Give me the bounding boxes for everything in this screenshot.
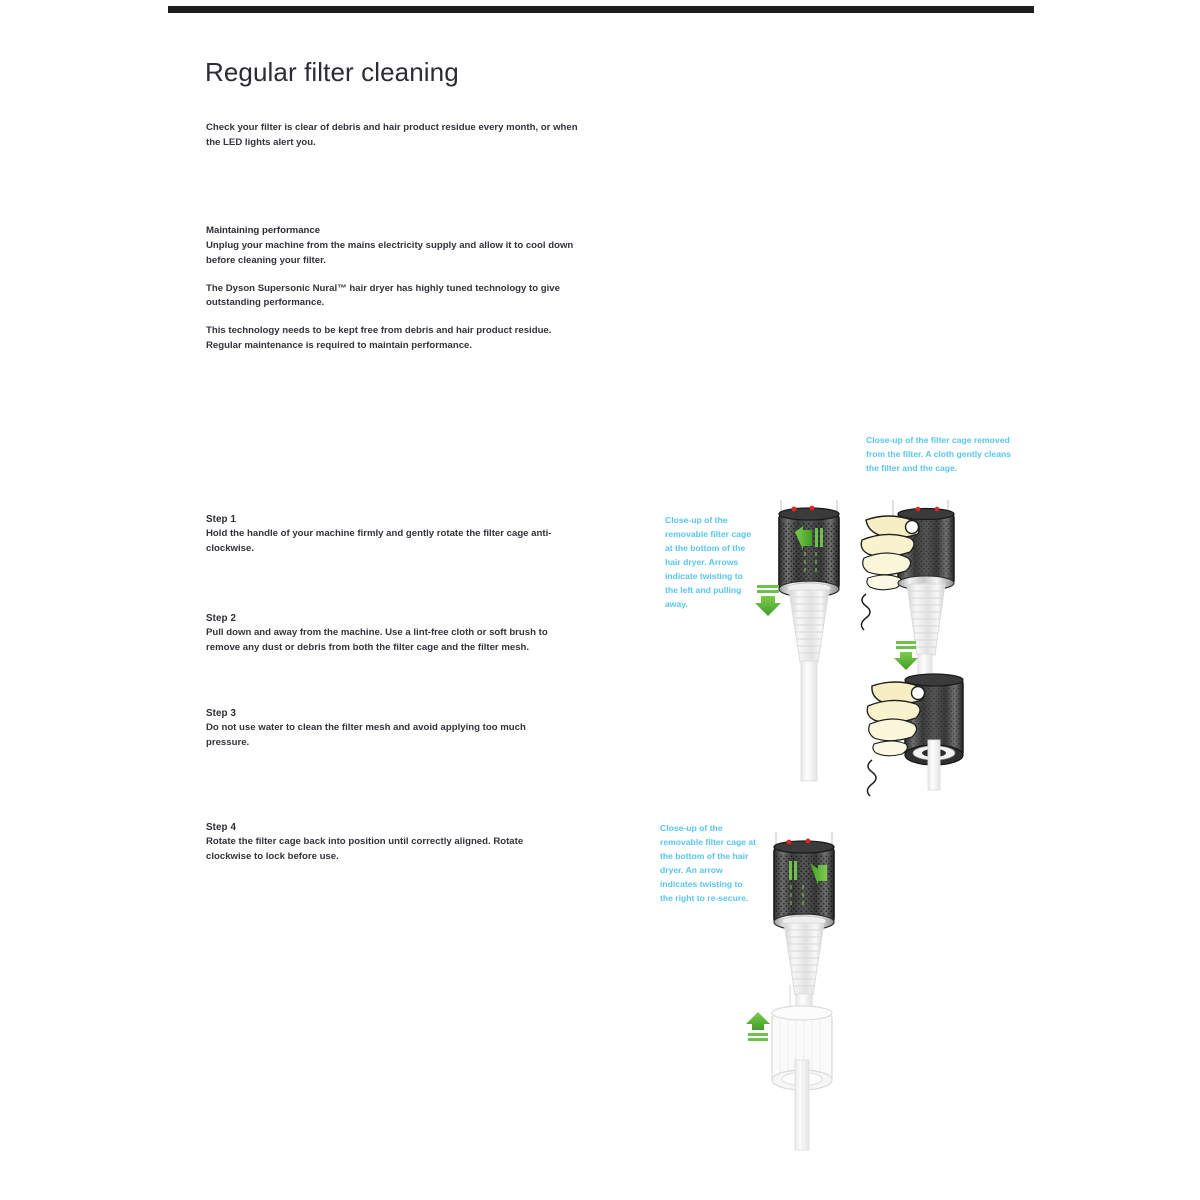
illustration-hand-pulling-cage-away bbox=[861, 500, 954, 676]
step-1-text: Hold the handle of your machine firmly and gently rotate the filter cage anti-clockwise. bbox=[206, 528, 552, 555]
illustration-hand-cleaning-cage-with-cloth bbox=[867, 674, 963, 796]
maintaining-performance-paragraph-3: This technology needs to be kept free from debris and hair product residue. Regular maintenance is required to maintain performance. bbox=[206, 325, 552, 352]
alignment-indicator-dots bbox=[792, 506, 815, 512]
page-title: Regular filter cleaning bbox=[205, 57, 459, 88]
up-push-arrow-icon bbox=[746, 1012, 770, 1041]
down-pull-arrow-icon bbox=[755, 585, 781, 616]
step-3 bbox=[206, 708, 566, 750]
maintaining-performance-paragraph-2: The Dyson Supersonic Nural™ hair dryer has highly tuned technology to give outstanding performance. bbox=[206, 282, 560, 309]
step-4-label: Step 4 bbox=[206, 822, 237, 833]
caption-twist-left: Close-up of the removable filter cage at the bottom of the hair dryer. Arrows indicate twisting to the left and pulling away. bbox=[665, 515, 751, 609]
hand-illustration bbox=[867, 682, 924, 796]
illustration-filter-cage-push-up bbox=[746, 985, 832, 1150]
maintaining-performance-heading: Maintaining performance bbox=[206, 225, 321, 236]
down-pull-arrow-icon bbox=[894, 641, 918, 670]
step-1 bbox=[206, 514, 566, 556]
right-twist-arrow-icon bbox=[789, 861, 827, 885]
step-4-text: Rotate the filter cage back into position until correctly aligned. Rotate clockwise to lock before use. bbox=[206, 836, 524, 863]
step-3-label: Step 3 bbox=[206, 708, 237, 719]
maintaining-performance-paragraph-1: Unplug your machine from the mains electricity supply and allow it to cool down before cleaning your filter. bbox=[206, 239, 574, 266]
caption-twist-right: Close-up of the removable filter cage at the bottom of the hair dryer. An arrow indicates twisting to the right to re-secure. bbox=[660, 823, 757, 903]
illustration-filter-cage-twist-left bbox=[755, 500, 839, 781]
hand-illustration bbox=[861, 516, 919, 630]
alignment-indicator-dots bbox=[787, 839, 811, 845]
top-rule-divider bbox=[168, 6, 1034, 13]
step-2 bbox=[206, 613, 566, 655]
left-twist-arrow-icon bbox=[795, 526, 823, 550]
step-1-label: Step 1 bbox=[206, 514, 237, 525]
illustration-filter-cage-twist-right bbox=[774, 832, 834, 1008]
step-2-label: Step 2 bbox=[206, 613, 237, 624]
step-3-text: Do not use water to clean the filter mesh and avoid applying too much pressure. bbox=[206, 722, 526, 749]
step-2-text: Pull down and away from the machine. Use a lint-free cloth or soft brush to remove any dust or debris from both the filter cage and the filter mesh. bbox=[206, 627, 548, 654]
caption-cage-removed: Close-up of the filter cage removed from the filter. A cloth gently cleans the filter and the cage. bbox=[866, 435, 1012, 473]
intro-paragraph: Check your filter is clear of debris and hair product residue every month, or when the LED lights alert you. bbox=[206, 122, 578, 148]
step-4 bbox=[206, 822, 566, 864]
maintaining-performance-section bbox=[206, 224, 576, 354]
alignment-indicator-dots bbox=[916, 507, 940, 512]
